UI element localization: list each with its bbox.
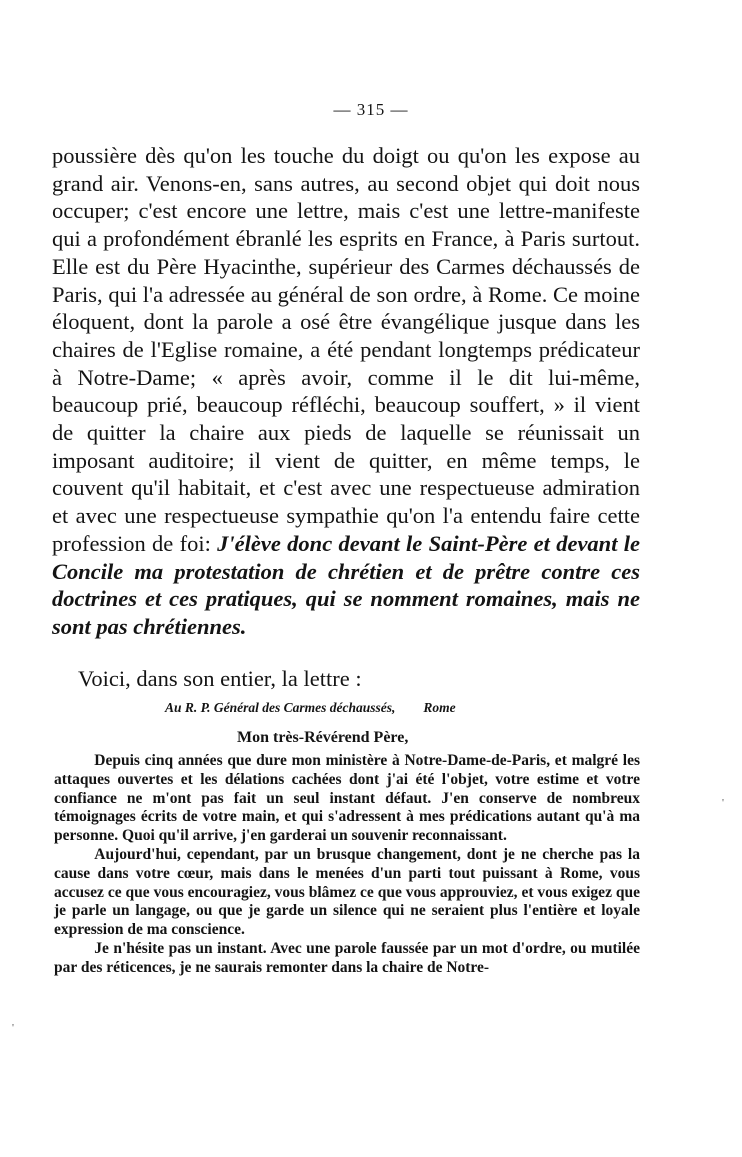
margin-speck: ' xyxy=(12,1022,14,1034)
letter-body xyxy=(54,752,640,978)
letter-paragraph: Je n'hésite pas un instant. Avec une parole faussée par un mot d'ordre, ou mutilée par des réticences, je ne saurais remonter dans la chaire de Notre- xyxy=(54,939,640,976)
letter-paragraph: Aujourd'hui, cependant, par un brusque changement, dont je ne cherche pas la cause dans votre cœur, mais dans le menées d'un parti tout puissant à Rome, vous accusez ce que vous encouragiez, vous blâmez ce que vous approuviez, et vous exigez que je parle un langage, ou que je garde un silence qui ne seraient plus l'entière et loyale expression de ma conscience. xyxy=(54,845,640,939)
margin-speck: ' xyxy=(722,797,724,809)
letter-intro-line: Voici, dans son entier, la lettre : xyxy=(78,666,362,691)
letter-address-city: Rome xyxy=(423,700,456,715)
body-paragraph xyxy=(52,142,640,641)
body-paragraph-text xyxy=(52,142,640,641)
letter-address-recipient: Au R. P. Général des Carmes déchaussés, xyxy=(165,700,396,715)
body-text-roman: poussière dès qu'on les touche du doigt ou qu'on les expose au grand air. Venons-en, sans autres, au second objet qui doit nous occuper; c'est encore une lettre, mais c'est une lettre-manifeste qui a profondément ébranlé les esprits en France, à Paris surtout. Elle est du Père Hyacinthe, supérieur des Carmes déchaussés de Paris, qui l'a adressée au général de son ordre, à Rome. Ce moine éloquent, dont la parole a osé être évangélique jusque dans les chaires de l'Eglise romaine, a été pendant longtemps prédicateur à Notre-Dame; « après avoir, comme il le dit lui-même, beaucoup prié, beaucoup réfléchi, beaucoup souffert, » il vient de quitter la chaire aux pieds de laquelle se réunissait un imposant auditoire; il vient de quitter, en même temps, le couvent qu'il habitait, et c'est avec une respectueuse admiration et avec une respectueuse sympathie qu'on l'a entendu faire cette profession de foi: xyxy=(52,143,640,556)
page-number: — 315 — xyxy=(333,100,409,119)
letter-salutation: Mon très-Révérend Père, xyxy=(237,729,409,746)
body-quote-italic: J'élève donc devant le Saint-Père et devant le Concile ma protestation de chrétien et de prêtre contre ces doctrines et ces pratiques, qui se nomment romaines, mais ne sont pas chrétiennes. xyxy=(52,530,641,639)
letter-paragraph: Depuis cinq années que dure mon ministère à Notre-Dame-de-Paris, et malgré les attaques ouvertes et les délations cachées dont j'ai été l'objet, votre estime et votre confiance ne m'ont pas fait un seul instant défaut. J'en conserve de nombreux témoignages écrits de votre main, et qui s'adressent à mes prédications autant qu'à ma personne. Quoi qu'il arrive, j'en garderai un souvenir reconnaissant. xyxy=(54,752,640,845)
letter-address xyxy=(165,700,456,716)
